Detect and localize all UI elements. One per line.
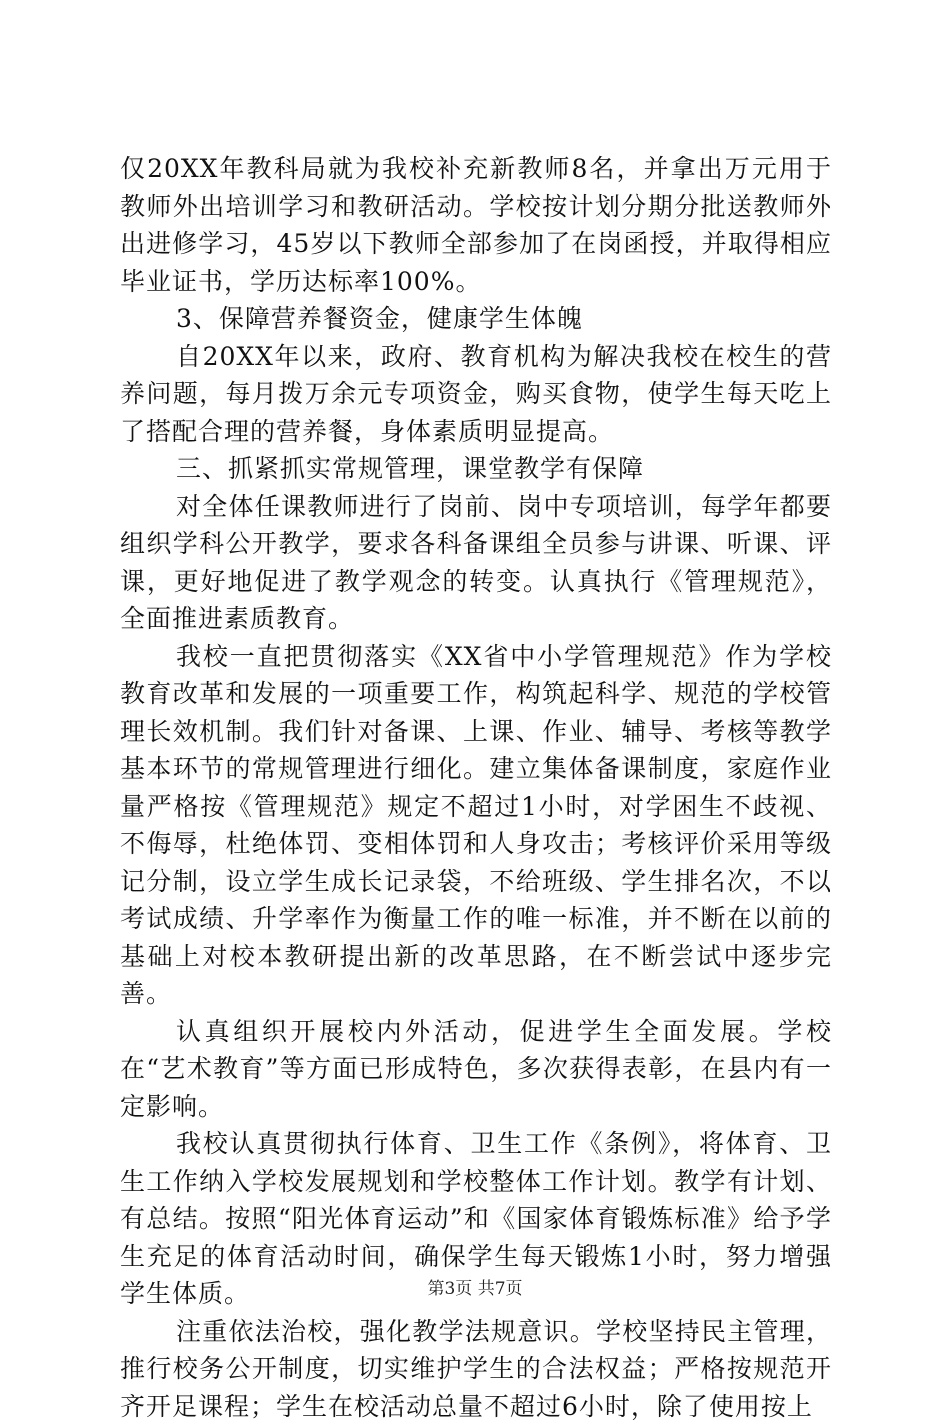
paragraph-sports-health: 我校认真贯彻执行体育、卫生工作《条例》，将体育、卫生工作纳入学校发展规划和学校整体工作计划。教学有计划、有总结。按照“阳光体育运动”和《国家体育锻炼标准》给予学生充足的体育活动时间，确保学生每天锻炼1小时，努力增强学生体质。: [120, 1125, 832, 1313]
paragraph-teacher-training-routine: 对全体任课教师进行了岗前、岗中专项培训，每学年都要组织学科公开教学，要求各科备课组全员参与讲课、听课、评课，更好地促进了教学观念的转变。认真执行《管理规范》，全面推进素质教育。: [120, 488, 832, 638]
paragraph-management-standards: 我校一直把贯彻落实《XX省中小学管理规范》作为学校教育改革和发展的一项重要工作，构筑起科学、规范的学校管理长效机制。我们针对备课、上课、作业、辅导、考核等教学基本环节的常规管理进行细化。建立集体备课制度，家庭作业量严格按《管理规范》规定不超过1小时，对学困生不歧视、不侮辱，杜绝体罚、变相体罚和人身攻击；考核评价采用等级记分制，设立学生成长记录袋，不给班级、学生排名次，不以考试成绩、升学率作为衡量工作的唯一标准，并不断在以前的基础上对校本教研提出新的改革思路，在不断尝试中逐步完善。: [120, 638, 832, 1013]
paragraph-teacher-training: 仅20XX年教科局就为我校补充新教师8名，并拿出万元用于教师外出培训学习和教研活动。学校按计划分期分批送教师外出进修学习，45岁以下教师全部参加了在岗函授，并取得相应毕业证书，学历达标率100%。: [120, 150, 832, 300]
document-body: [120, 150, 832, 1425]
heading-nutrition-meal: 3、保障营养餐资金，健康学生体魄: [120, 300, 832, 338]
paragraph-rule-of-law: 注重依法治校，强化教学法规意识。学校坚持民主管理，推行校务公开制度，切实维护学生的合法权益；严格按规范开齐开足课程；学生在校活动总量不超过6小时，除了使用按上: [120, 1313, 832, 1425]
paragraph-nutrition-funding: 自20XX年以来，政府、教育机构为解决我校在校生的营养问题，每月拨万余元专项资金，购买食物，使学生每天吃上了搭配合理的营养餐，身体素质明显提高。: [120, 338, 832, 451]
heading-routine-management: 三、抓紧抓实常规管理，课堂教学有保障: [120, 450, 832, 488]
page-footer: 第3页 共7页: [0, 1278, 950, 1300]
paragraph-school-activities: 认真组织开展校内外活动，促进学生全面发展。学校在“艺术教育”等方面已形成特色，多次获得表彰，在县内有一定影响。: [120, 1013, 832, 1126]
